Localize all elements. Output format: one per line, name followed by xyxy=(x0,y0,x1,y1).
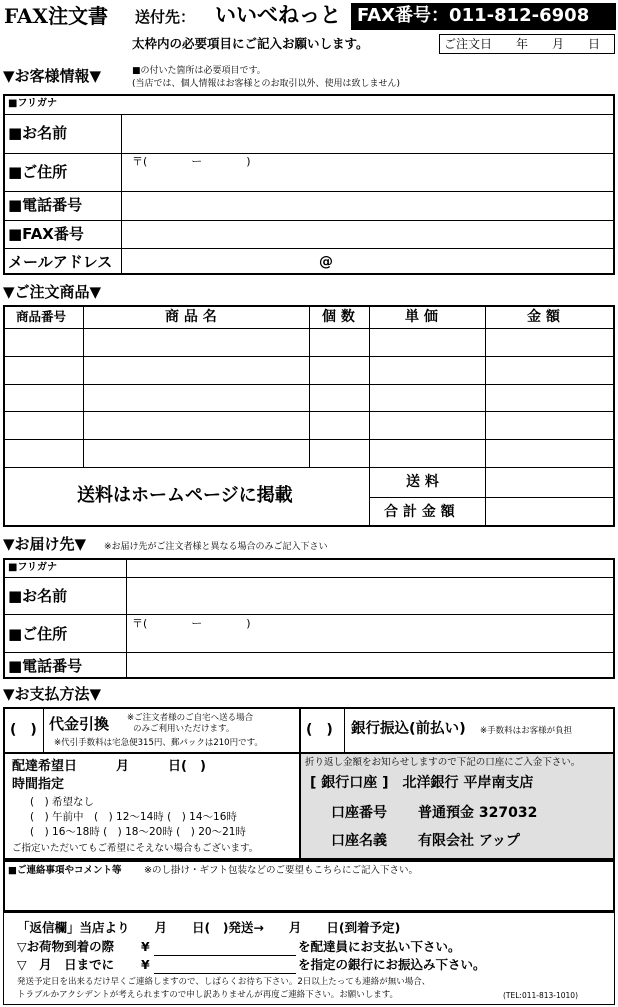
bank-notice: 折り返し金額をお知らせしますので下記の口座にご入金下さい。 xyxy=(305,757,581,768)
delivery-address-field[interactable] xyxy=(128,616,613,651)
shipping-note: 送料はホームページに掲載 xyxy=(77,485,293,506)
total-amount-field[interactable] xyxy=(487,499,613,525)
delivery-address-label: ■ご住所 xyxy=(8,625,68,643)
delivery-phone-field[interactable] xyxy=(128,654,613,678)
comments-note: ※のし掛け・ギフト包装などのご要望もこちらにご記入下さい。 xyxy=(144,865,418,876)
cod-note-2: のみご利用いただけます。 xyxy=(133,724,235,734)
delivery-date-label: 配達希望日 月 日( ) xyxy=(12,759,206,774)
delivery-furigana-field[interactable] xyxy=(128,560,613,576)
account-number-label: 口座番号 xyxy=(331,805,387,821)
delivery-furigana-label: ■フリガナ xyxy=(8,562,57,573)
product-row[interactable] xyxy=(5,386,613,410)
account-name-label: 口座名義 xyxy=(331,833,387,849)
bank-account: [ 銀行口座 ] 北洋銀行 平岸南支店 xyxy=(310,775,534,791)
col-amount: 金 額 xyxy=(527,309,560,325)
reply-line-1: 「返信欄」当店より 月 日( )発送→ 月 日(到着予定) xyxy=(17,920,401,935)
delivery-note: ※お届け先がご注文者様と異なる場合のみご記入下さい xyxy=(104,542,328,552)
shipping-amount-field[interactable] xyxy=(487,469,613,496)
bank-transfer-checkbox[interactable]: ( ) xyxy=(306,722,333,738)
customer-note-privacy: (当店では、個人情報はお客様とのお取引以外、使用は致しません) xyxy=(132,79,401,89)
total-label: 合 計 金 額 xyxy=(384,504,455,520)
reply-yen-1: ¥ xyxy=(141,939,150,954)
shipping-label: 送 料 xyxy=(406,474,439,490)
comments-field[interactable] xyxy=(5,880,613,910)
delivery-postal: 〒( ー ) xyxy=(132,617,251,630)
product-row[interactable] xyxy=(5,358,613,383)
reply-line-3-suffix: を指定の銀行にお振込み下さい。 xyxy=(298,957,486,972)
col-product-name: 商 品 名 xyxy=(165,309,217,325)
bank-fee-note: ※手数料はお客様が負担 xyxy=(480,726,573,736)
account-name: 有限会社 アップ xyxy=(418,833,520,849)
reply-tel: (TEL:011-813-1010) xyxy=(503,991,579,1000)
reply-yen-2: ¥ xyxy=(141,957,150,972)
customer-phone-field[interactable] xyxy=(123,193,613,219)
col-quantity: 個 数 xyxy=(322,309,355,325)
cod-checkbox[interactable]: ( ) xyxy=(10,722,37,738)
delivery-name-field[interactable] xyxy=(128,579,613,613)
reply-line-2-prefix: ▽お荷物到着の際 xyxy=(17,939,115,954)
payment-section-title: ▼お支払方法▼ xyxy=(3,685,102,703)
product-row[interactable] xyxy=(5,330,613,355)
send-to-label: 送付先： xyxy=(135,8,196,26)
customer-name-label: ■お名前 xyxy=(8,124,68,142)
comments-label: ■ご連絡事項やコメント等 xyxy=(8,865,122,876)
delivery-phone-label: ■電話番号 xyxy=(8,657,83,675)
time-note: ご指定いただいてもご希望にそえない場合もございます。 xyxy=(12,843,259,854)
product-row[interactable] xyxy=(5,441,613,466)
time-spec-label: 時間指定 xyxy=(12,777,65,792)
shop-name: いいべねっと xyxy=(215,3,341,27)
bank-transfer-title: 銀行振込(前払い) xyxy=(351,721,466,737)
customer-name-field[interactable] xyxy=(123,116,613,152)
customer-address-field[interactable] xyxy=(123,155,613,190)
customer-furigana-field[interactable] xyxy=(123,96,613,113)
customer-email-label: メールアドレス xyxy=(8,253,113,271)
customer-furigana-label: ■フリガナ xyxy=(8,98,57,109)
email-at-sign: @ xyxy=(319,254,333,270)
customer-address-label: ■ご住所 xyxy=(8,163,68,181)
fax-order-title: FAX注文書 xyxy=(4,4,109,28)
reply-line-3-prefix: ▽ 月 日までに xyxy=(17,957,115,972)
customer-fax-field[interactable] xyxy=(123,222,613,247)
instruction-text: 太枠内の必要項目にご記入お願いします。 xyxy=(132,36,369,51)
order-date: ご注文日 年 月 日 xyxy=(444,37,601,51)
time-option-row-1[interactable]: ( ) 午前中 ( ) 12～14時 ( ) 14～16時 xyxy=(30,811,237,823)
products-section-title: ▼ご注文商品▼ xyxy=(3,283,102,301)
time-option-row-2[interactable]: ( ) 16～18時 ( ) 18～20時 ( ) 20～21時 xyxy=(30,826,246,838)
customer-postal: 〒( ー ) xyxy=(132,155,251,168)
customer-fax-label: ■FAX番号 xyxy=(8,225,84,243)
delivery-name-label: ■お名前 xyxy=(8,587,68,605)
cod-note-1: ※ご注文者様のご自宅へ送る場合 xyxy=(127,713,254,723)
cod-fee-note: ※代引手数料は宅急便315円、郵パックは210円です。 xyxy=(54,738,263,748)
customer-note-required: ■の付いた箇所は必要項目です。 xyxy=(132,66,266,76)
reply-line-2-suffix: を配達員にお支払い下さい。 xyxy=(298,939,461,954)
account-number: 普通預金 327032 xyxy=(418,805,538,821)
time-option-none[interactable]: ( ) 希望なし xyxy=(30,796,95,808)
delivery-section-title: ▼お届け先▼ xyxy=(3,535,87,553)
customer-phone-label: ■電話番号 xyxy=(8,196,83,214)
customer-email-field[interactable] xyxy=(123,250,613,274)
cod-title: 代金引換 xyxy=(49,715,110,733)
reply-note-1: 発送予定日を出来るだけ早くご連絡しますので、しばらくお待ち下さい。2日以上たっても連絡が無い場合、 xyxy=(17,977,431,987)
product-row[interactable] xyxy=(5,413,613,438)
col-product-code: 商品番号 xyxy=(16,309,67,324)
reply-note-2: トラブルかアクシデントが考えられますので申し訳ありませんが再度ご連絡下さい。お願いします。 xyxy=(17,990,399,1000)
fax-number: FAX番号：011-812-6908 xyxy=(357,5,590,26)
col-unit-price: 単 価 xyxy=(405,309,438,325)
customer-section-title: ▼お客様情報▼ xyxy=(3,67,102,85)
